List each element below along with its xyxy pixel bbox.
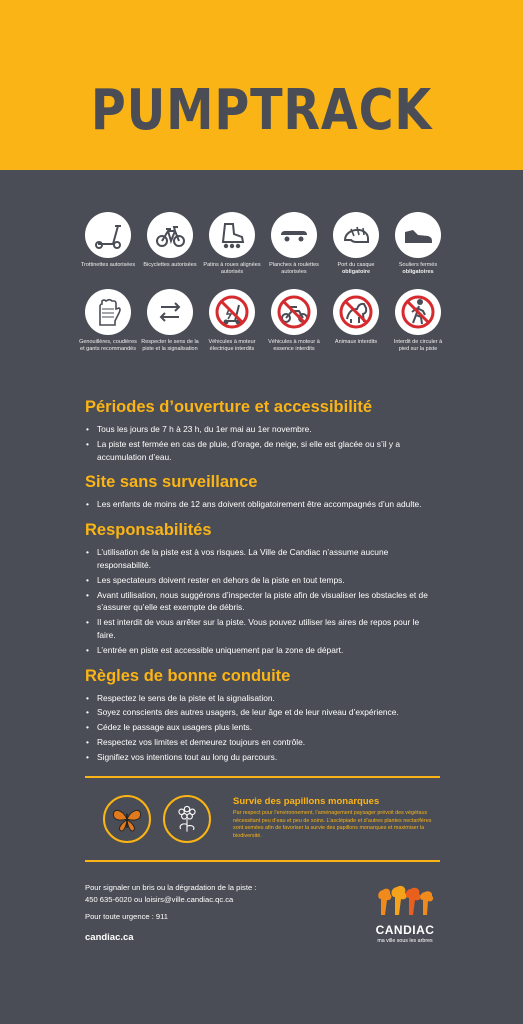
monarch-title: Survie des papillons monarques (233, 796, 380, 807)
list-item: • Signifiez vos intentions tout au long du parcours. (85, 751, 440, 764)
direction-arrows-icon (147, 289, 193, 335)
list-item: • Les spectateurs doivent rester en dehors de la piste en tout temps. (85, 574, 440, 587)
logo-name: CANDIAC (375, 923, 435, 937)
rule-item-skateboard (264, 212, 324, 275)
rule-label: Planches à roulettes autorisées (269, 262, 319, 275)
list-item: • Respectez le sens de la piste et la signalisation. (85, 692, 440, 705)
glove-icon (85, 289, 131, 335)
skateboard-icon (271, 212, 317, 258)
rule-item-direction-arrows (140, 289, 200, 352)
rule-label: Trottinettes autorisées (80, 262, 136, 268)
rules-content (85, 398, 440, 774)
section-title: Périodes d’ouverture et accessibilité (85, 398, 373, 416)
rule-label: Patins à roues alignées autorisés (203, 262, 261, 275)
no-electric-vehicle-icon (209, 289, 255, 335)
monarch-text: Par respect pour l’environnement, l’aménagement paysager prévoit des végétaux nécessitant peu d’eau et peu de soins. L’asclépiade et d’autres plantes nectarifères sont semées afin de favoriser la survie des papillons monarques et maximiser la biodiversité. (233, 810, 432, 839)
section-title: Règles de bonne conduite (85, 666, 291, 685)
section-title: Responsabilités (85, 521, 212, 540)
butterfly-icon (103, 795, 151, 843)
rollerblade-icon (209, 212, 255, 258)
list-item: • Soyez conscients des autres usagers, de leur âge et de leur niveau d’expérience. (85, 706, 440, 719)
logo-tagline: ma ville sous les arbres (377, 938, 433, 944)
candiac-logo (368, 885, 442, 944)
rule-label: Genouillères, coudières et gants recommandés (79, 339, 137, 352)
section-list (85, 692, 440, 764)
rule-label: Interdit de circuler à pied sur la piste (393, 339, 443, 352)
divider-top (85, 776, 440, 778)
rules-section (85, 667, 440, 764)
list-item: • Les enfants de moins de 12 ans doivent obligatoirement être accompagnés d’un adulte. (85, 498, 440, 511)
rules-section (85, 521, 440, 656)
rule-item-no-electric-vehicle (202, 289, 262, 352)
rule-item-no-walking (388, 289, 448, 352)
rule-item-no-animals (326, 289, 386, 352)
no-walking-icon (395, 289, 441, 335)
tree-logo-icon (375, 885, 435, 915)
contact-line: 450 635-6020 ou loisirs@ville.candiac.qc.ca (85, 895, 234, 904)
rule-item-shoe (388, 212, 448, 275)
rule-label: Véhicules à moteur à essence interdits (268, 339, 320, 352)
helmet-icon (333, 212, 379, 258)
shoe-icon (395, 212, 441, 258)
rule-item-bicycle (140, 212, 200, 275)
section-title: Site sans surveillance (85, 473, 258, 492)
rule-label: Respecter le sens de la piste et la signalisation (141, 339, 199, 352)
section-list (85, 423, 440, 463)
page-title: PUMPTRACK (90, 78, 433, 143)
icon-row-restrictions (78, 289, 448, 352)
rules-icon-grid (78, 212, 448, 366)
scooter-icon (85, 212, 131, 258)
list-item: • Avant utilisation, nous suggérons d’inspecter la piste afin de visualiser les obstacles et de s’assurer qu’elle est exempte de débris. (85, 589, 440, 615)
rule-label: Animaux interdits (334, 339, 378, 345)
milkweed-flower-icon (163, 795, 211, 843)
website-link[interactable]: candiac.ca (85, 932, 134, 943)
header-band (0, 0, 523, 170)
list-item: • Il est interdit de vous arrêter sur la piste. Vous pouvez utiliser les aires de repos pour le faire. (85, 616, 440, 642)
list-item: • Respectez vos limites et demeurez toujours en contrôle. (85, 736, 440, 749)
rule-label: Véhicules à moteur électrique interdits (208, 339, 256, 352)
rules-section (85, 398, 440, 463)
list-item: • Cédez le passage aux usagers plus lents. (85, 721, 440, 734)
list-item: • Tous les jours de 7 h à 23 h, du 1er mai au 1er novembre. (85, 423, 440, 436)
icon-row-allowed (78, 212, 448, 275)
list-item: • L’utilisation de la piste est à vos risques. La Ville de Candiac n’assume aucune responsabilité. (85, 546, 440, 572)
divider-bottom (85, 860, 440, 862)
no-gas-vehicle-icon (271, 289, 317, 335)
section-list (85, 546, 440, 656)
urgency-line: Pour toute urgence : 911 (85, 912, 169, 921)
rule-item-glove (78, 289, 138, 352)
rule-item-rollerblade (202, 212, 262, 275)
rule-item-helmet (326, 212, 386, 275)
list-item: • La piste est fermée en cas de pluie, d’orage, de neige, si elle est glacée ou s’il y a accumulation d’eau. (85, 438, 440, 464)
rule-item-no-gas-vehicle (264, 289, 324, 352)
list-item: • L’entrée en piste est accessible uniquement par la zone de départ. (85, 644, 440, 657)
section-list (85, 498, 440, 511)
bicycle-icon (147, 212, 193, 258)
rule-label: Bicyclettes autorisées (143, 262, 197, 268)
rule-label: Port du casque obligatoire (337, 262, 375, 275)
rule-item-scooter (78, 212, 138, 275)
rules-section (85, 473, 440, 511)
no-animals-icon (333, 289, 379, 335)
report-line: Pour signaler un bris ou la dégradation de la piste : (85, 883, 257, 892)
rule-label: Souliers fermés obligatoires (398, 262, 438, 275)
